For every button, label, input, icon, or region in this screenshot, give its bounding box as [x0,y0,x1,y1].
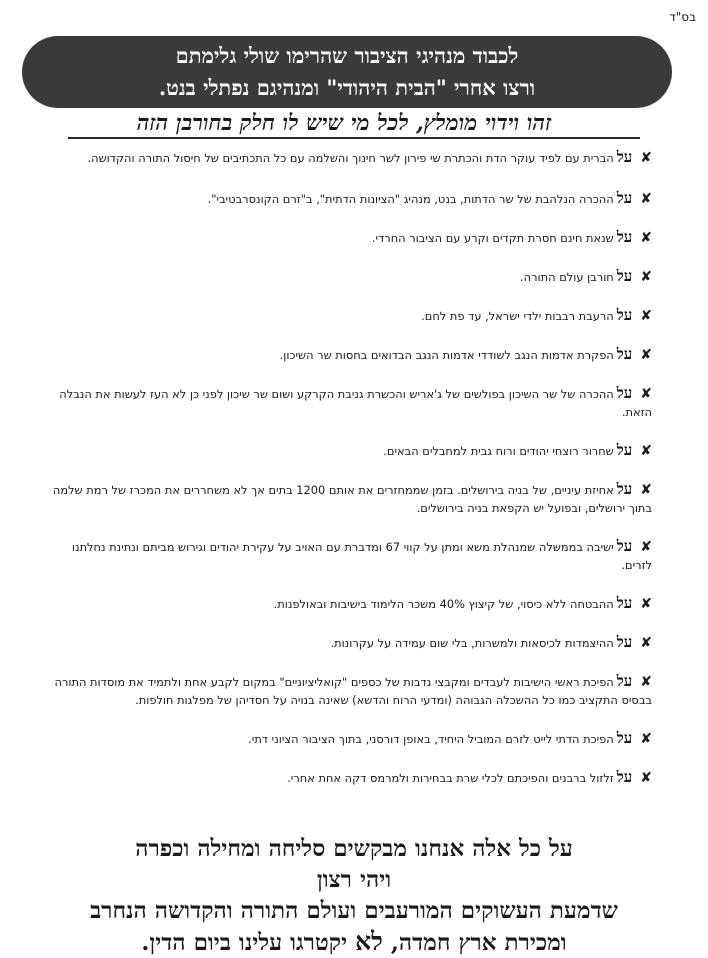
item-prefix: על [616,228,633,246]
item-text: הפיכת ראשי הישיבות לעבדים ומקבצי נדבות של כספים "קואליציוניים" במקום לקבע אחת ולתמיד את מוסדות התורה בבסיס התקציב כמו כל ההשכלה הגבוהה (ומדעי הרוח והדשא) שאינה בנויה על חסדיהן של מפלגות חולפות. [54,675,652,707]
list-item [44,306,652,325]
x-mark-icon: ✘ [640,347,652,363]
list-item [44,480,652,517]
closing-line-4 [20,926,688,958]
x-mark-icon: ✘ [640,731,652,747]
closing-line-2: ויהי רצון [316,866,392,893]
list-item [44,148,652,167]
item-prefix: על [616,633,633,651]
item-text: חורבן עולם התורה. [520,270,614,284]
item-text: שחרור רוצחי יהודים ורוח גבית למחבלים הבאים. [383,444,614,458]
x-mark-icon: ✘ [640,443,652,459]
item-text: הפיכת הדתי לייט לזרם המוביל היחיד, באופן דורסני, בתוך הציבור הציוני דתי. [248,732,614,746]
x-mark-icon: ✘ [640,308,652,324]
item-prefix: על [616,480,633,498]
closing-line-4-before: ומכירת ארץ חמדה, [382,929,567,956]
x-mark-icon: ✘ [640,150,652,166]
item-text: הרעבת רבבות ילדי ישראל, עד פת לחם. [421,309,614,323]
item-text: שנאת חינם חסרת תקדים וקרע עם הציבור החרדי. [371,231,614,245]
list-item [44,594,652,613]
list-item [44,228,652,247]
list-item [44,267,652,286]
item-prefix: על [616,148,633,166]
item-prefix: על [616,384,633,402]
item-prefix: על [616,189,633,207]
list-item [44,441,652,460]
closing-statement [20,833,688,958]
closing-line-1: על כל אלה אנחנו מבקשים סליחה ומחילה וכפרה [135,835,573,862]
x-mark-icon: ✘ [640,482,652,498]
subheading: זהו וידוי מומלץ, לכל מי שיש לו חלק בחורבן הזה [136,110,552,136]
item-text: הפקרת אדמות הנגב לשודדי אדמות הנגב הבדואים בחסות שר השיכון. [279,348,614,362]
item-prefix: על [616,594,633,612]
x-mark-icon: ✘ [640,770,652,786]
item-prefix: על [616,267,633,285]
title-banner [22,36,672,108]
item-prefix: על [616,672,633,690]
item-text: זלזול ברבנים והפיכתם לכלי שרת בבחירות ולמרמס דקה אחת אחרי. [287,771,614,785]
list-item [44,729,652,748]
x-mark-icon: ✘ [640,596,652,612]
closing-line-3: שדמעת העשוקים המורעבים ועולם התורה והקדושה הנחרב [90,897,618,924]
item-text: הברית עם לפיד עוקר הדת והכתרת שי פירון לשר חינוך והשלמה עם כל התכתיבים של חיסול התורה והקדושה. [87,151,614,165]
x-mark-icon: ✘ [640,674,652,690]
item-text: ישיבה בממשלה שמנהלת משא ומתן על קווי 67 ומדברת עם האויב על עקירת יהודים וגירוש מביתם ונתינת נחלתנו לזרים. [71,540,652,572]
closing-line-4-after: יקטרגו עלינו ביום הדין. [141,929,356,956]
banner-line-2: ורצו אחרי "הבית היהודי" ומנהיגם נפתלי בנט. [158,75,536,100]
x-mark-icon: ✘ [640,386,652,402]
list-item [44,672,652,709]
x-mark-icon: ✘ [640,191,652,207]
list-item [44,768,652,787]
banner-line-1: לכבוד מנהיגי הציבור שהרימו שולי גלימתם [175,43,519,68]
list-item [44,384,652,421]
confession-list [44,148,652,787]
item-text: ההכרה של שר השיכון בפולשים של ג'אריש והכשרת גניבת הקרקע ושום שר שיכון לפני כן לא העז לעשות את הנבלה הזאת. [59,387,652,419]
item-prefix: על [616,729,633,747]
list-item [44,633,652,652]
list-item [44,345,652,364]
x-mark-icon: ✘ [640,539,652,555]
item-prefix: על [616,345,633,363]
bsd-header: בס"ד [669,10,696,24]
item-prefix: על [616,537,633,555]
item-text: אחיזת עיניים, של בניה בירושלים. בזמן שממחזרים את אותם 1200 בתים אך לא משחררים את המכרז של רמת שלמה בתוך ירושלים, ובפועל יש הקפאת בניה בירושלים. [52,483,652,515]
item-prefix: על [616,768,633,786]
item-text: ההכרה הנלהבת של שר הדתות, בנט, מנהיג "הציונות הדתית", ב"זרם הקונסרבטיבי". [207,192,614,206]
item-text: ההבטחה ללא כיסוי, של קיצוץ 40% משכר הלימוד בישיבות ובאולפנות. [273,597,614,611]
item-text: ההיצמדות לכיסאות ולמשרות, בלי שום עמידה על עקרונות. [330,636,614,650]
x-mark-icon: ✘ [640,269,652,285]
x-mark-icon: ✘ [640,635,652,651]
divider [68,137,640,139]
x-mark-icon: ✘ [640,230,652,246]
item-prefix: על [616,441,633,459]
closing-line-4-emphasis: לא [355,927,383,956]
list-item [44,537,652,574]
item-prefix: על [616,306,633,324]
list-item [44,189,652,208]
